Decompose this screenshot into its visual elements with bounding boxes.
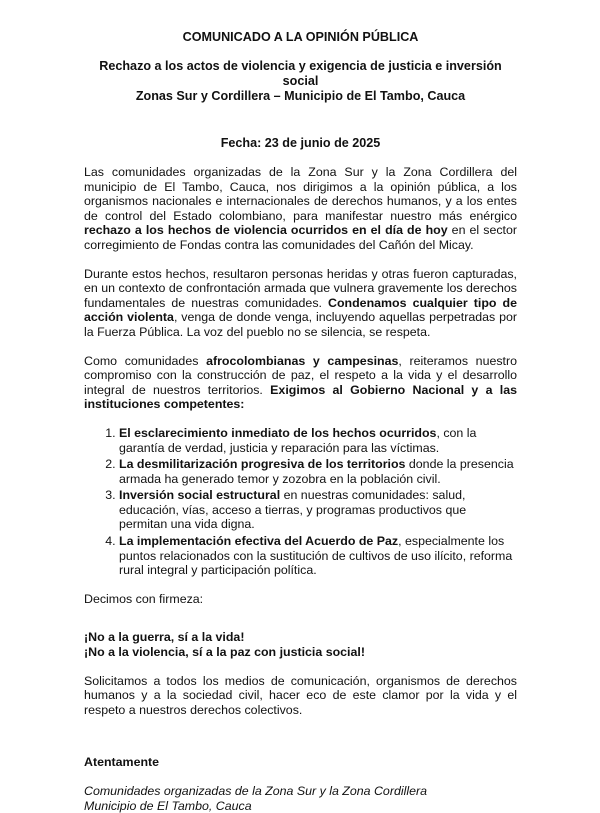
paragraph-request: Solicitamos a todos los medios de comunicación, organismos de derechos humanos y a la sociedad civil, hacer eco de este clamor por la vida y el respeto a nuestros derechos colectivos.	[84, 673, 517, 717]
subtitle-line-2: Zonas Sur y Cordillera – Municipio de El Tambo, Cauca	[135, 89, 466, 103]
paragraph-commitment	[84, 354, 517, 412]
demand-text: , especialmente los puntos relacionados con la sustitución de cultivos de uso ilícito, reforma rural integral y participación política.	[119, 534, 513, 578]
list-item	[119, 534, 517, 578]
list-item	[119, 457, 517, 486]
demand-bold: El esclarecimiento inmediato de los hechos ocurridos	[119, 425, 437, 440]
demand-text: en nuestras comunidades: salud, educación, vías, acceso a tierras, y programas productivos que permitan una vida digna.	[119, 488, 467, 532]
list-item	[119, 488, 517, 532]
paragraph-events-text-a: Durante estos hechos, resultaron personas heridas y otras fueron capturadas, en un contexto de confrontación armada que vulnera gravemente los derechos fundamentales de nuestras comunidades.	[84, 266, 517, 310]
signature-line-2: Municipio de El Tambo, Cauca	[84, 798, 252, 813]
paragraph-intro-text-a: Las comunidades organizadas de la Zona Sur y la Zona Cordillera del municipio de El Tambo, Cauca, nos dirigimos a la opinión pública, a los organismos nacionales e internacionales de derechos humanos, y a los entes de control del Estado colombiano, para manifestar nuestro más enérgico	[84, 165, 517, 223]
document-subtitle	[84, 59, 517, 104]
demands-list	[84, 426, 517, 578]
demand-bold: La desmilitarización progresiva de los territorios	[119, 457, 406, 472]
paragraph-commitment-text-b: , reiteramos nuestro compromiso con la construcción de paz, el respeto a la vida y el desarrollo integral de nuestros territorios.	[84, 353, 518, 397]
document-page	[84, 30, 517, 813]
signature-line-1: Comunidades organizadas de la Zona Sur y la Zona Cordillera	[84, 784, 427, 798]
paragraph-intro-bold-a: rechazo a los hechos de violencia ocurridos en el día de hoy	[84, 223, 448, 238]
demand-bold: La implementación efectiva del Acuerdo de Paz	[119, 534, 399, 549]
slogans	[84, 630, 517, 659]
demand-text: , con la garantía de verdad, justicia y reparación para las víctimas.	[119, 425, 477, 455]
signature-block	[84, 784, 517, 813]
subtitle-line-1: Rechazo a los actos de violencia y exigencia de justicia e inversión social	[99, 59, 502, 88]
demand-bold: Inversión social estructural	[119, 488, 281, 503]
paragraph-events-bold-a: Condenamos cualquier tipo de acción violenta	[84, 295, 517, 325]
paragraph-intro-text-b: en el sector corregimiento de Fondas contra las comunidades del Cañón del Micay.	[84, 223, 517, 252]
firmness-statement: Decimos con firmeza:	[84, 591, 204, 606]
demand-text: donde la presencia armada ha generado temor y zozobra en la población civil.	[119, 457, 514, 486]
slogan-line-2: ¡No a la violencia, sí a la paz con justicia social!	[84, 645, 365, 660]
slogan-line-1: ¡No a la guerra, sí a la vida!	[84, 630, 245, 645]
document-date: Fecha: 23 de junio de 2025	[220, 136, 381, 150]
paragraph-commitment-text-a: Como comunidades	[84, 353, 207, 368]
list-item	[119, 426, 517, 455]
paragraph-events	[84, 267, 517, 340]
closing-salutation: Atentamente	[84, 755, 160, 770]
document-title: COMUNICADO A LA OPINIÓN PÚBLICA	[182, 30, 419, 44]
paragraph-intro	[84, 165, 517, 253]
paragraph-commitment-bold-b: Exigimos al Gobierno Nacional y a las instituciones competentes:	[84, 382, 518, 412]
paragraph-commitment-bold-a: afrocolombianas y campesinas	[206, 353, 399, 368]
paragraph-events-text-b: , venga de donde venga, incluyendo aquellas perpetradas por la Fuerza Pública. La voz del pueblo no se silencia, se respeta.	[84, 310, 517, 339]
